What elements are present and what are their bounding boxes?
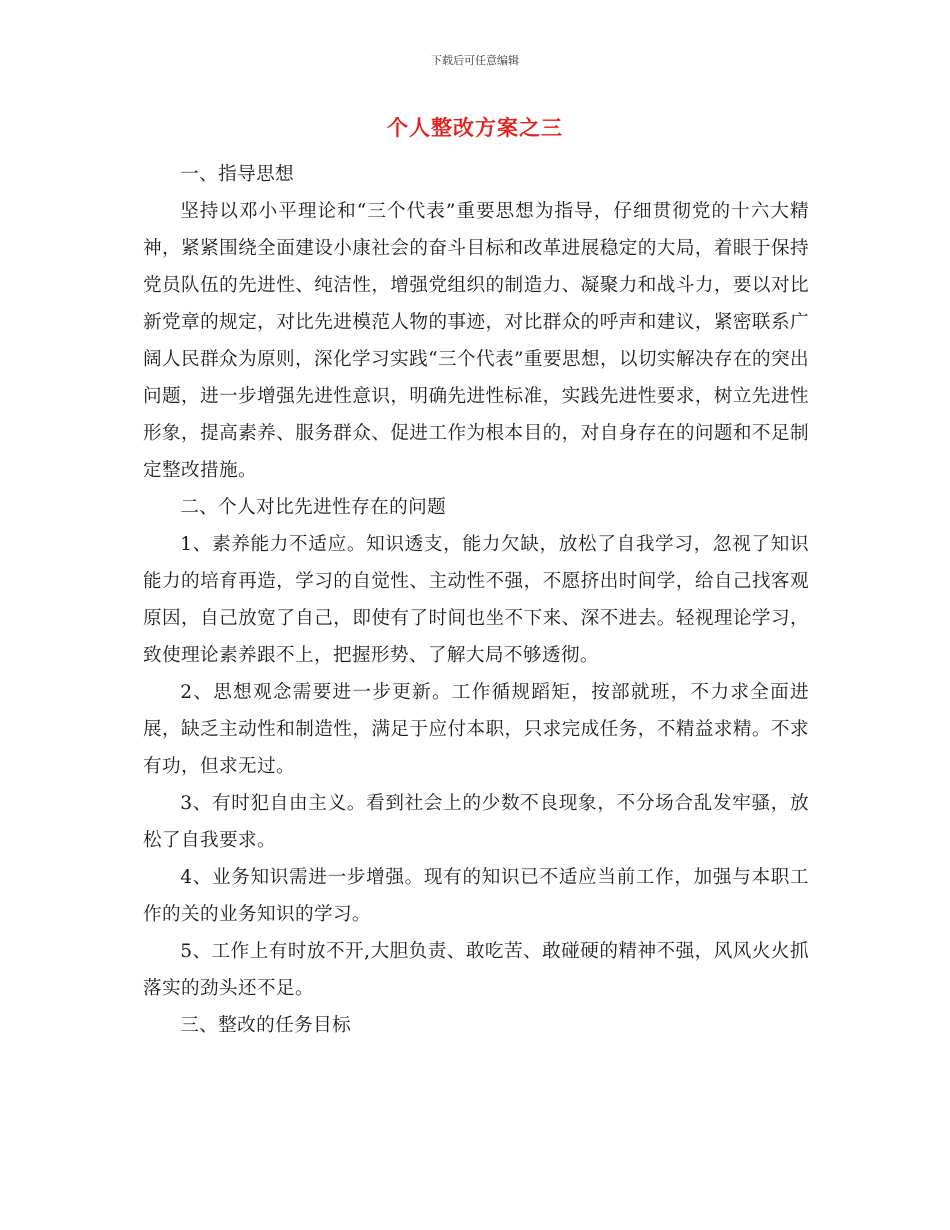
section-heading-goals: 三、整改的任务目标 bbox=[180, 1015, 352, 1036]
section-heading-problems: 二、个人对比先进性存在的问题 bbox=[180, 497, 447, 518]
section-heading-guiding-ideology: 一、指导思想 bbox=[180, 164, 295, 185]
paragraph-guiding-ideology: 坚持以邓小平理论和“三个代表”重要思想为指导，仔细贯彻党的十六大精神，紧紧围绕全面建设小康社会的奋斗目标和改革进展稳定的大局，着眼于保持党员队伍的先进性、纯洁性，增强党组织的制造力、凝聚力和战斗力，要以对比新党章的规定，对比先进模范人物的事迹，对比群众的呼声和建议，紧密联系广阔人民群众为原则，深化学习实践“三个代表”重要思想，以切实解决存在的突出问题，进一步增强先进性意识，明确先进性标准，实践先进性要求，树立先进性形象，提高素养、服务群众、促进工作为根本目的，对自身存在的问题和不足制定整改措施。 bbox=[143, 201, 809, 481]
paragraph-problem-2: 2、思想观念需要进一步更新。工作循规蹈矩，按部就班，不力求全面进展，缺乏主动性和制造性，满足于应付本职，只求完成任务，不精益求精。不求有功，但求无过。 bbox=[143, 682, 809, 777]
paragraph-problem-5: 5、工作上有时放不开,大胆负责、敢吃苦、敢碰硬的精神不强，风风火火抓落实的劲头还不足。 bbox=[143, 941, 809, 999]
document-body bbox=[143, 156, 809, 1044]
paragraph-problem-4: 4、业务知识需进一步增强。现有的知识已不适应当前工作，加强与本职工作的关的业务知识的学习。 bbox=[143, 867, 809, 925]
document-title: 个人整改方案之三 bbox=[387, 115, 563, 140]
paragraph-problem-3: 3、有时犯自由主义。看到社会上的少数不良现象，不分场合乱发牢骚，放松了自我要求。 bbox=[143, 793, 809, 851]
page-header-note: 下载后可任意编辑 bbox=[431, 54, 519, 67]
paragraph-problem-1: 1、素养能力不适应。知识透支，能力欠缺，放松了自我学习，忽视了知识能力的培育再造，学习的自觉性、主动性不强，不愿挤出时间学，给自己找客观原因，自己放宽了自己，即使有了时间也坐不下来、深不进去。轻视理论学习，致使理论素养跟不上，把握形势、了解大局不够透彻。 bbox=[143, 534, 809, 666]
